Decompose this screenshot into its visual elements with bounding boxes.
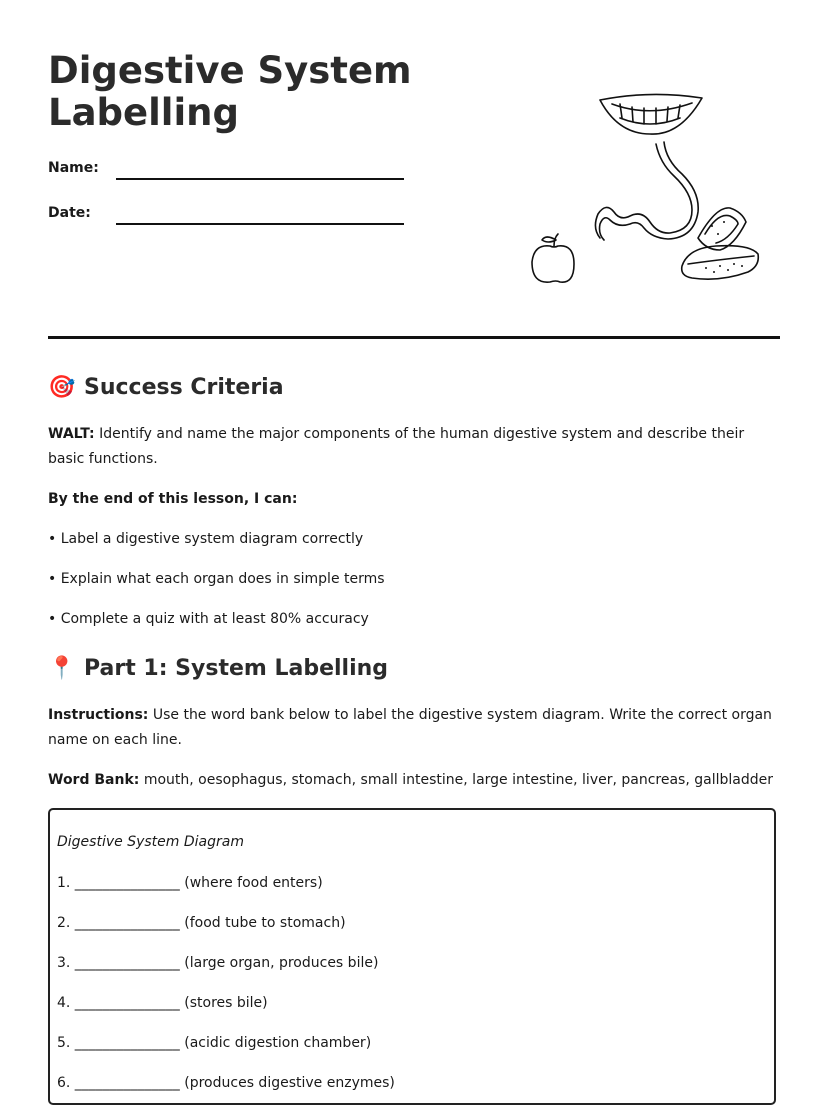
criteria-item: • Explain what each organ does in simple terms [48,571,385,587]
part1-heading [48,656,388,681]
name-field [48,160,99,176]
criteria-item: • Complete a quiz with at least 80% accuracy [48,611,369,627]
name-line[interactable] [116,178,404,180]
success-criteria-heading [48,375,284,400]
label-item[interactable]: 4. _______________ (stores bile) [57,995,268,1011]
label-item[interactable]: 3. _______________ (large organ, produces bile) [57,955,379,971]
walt-paragraph [48,422,778,472]
diagram-box [48,808,776,1105]
instructions-text: Use the word bank below to label the digestive system diagram. Write the correct organ name on each line. [48,707,772,748]
label-item[interactable]: 5. _______________ (acidic digestion chamber) [57,1035,372,1051]
walt-text: Identify and name the major components of the human digestive system and describe their basic functions. [48,426,745,467]
criteria-item: • Label a digestive system diagram correctly [48,531,364,547]
label-item[interactable]: 1. _______________ (where food enters) [57,875,323,891]
instructions-label: Instructions: [48,707,149,723]
label-item[interactable]: 2. _______________ (food tube to stomach) [57,915,346,931]
walt-label: WALT: [48,426,95,442]
word-bank-text: mouth, oesophagus, stomach, small intestine, large intestine, liver, pancreas, gallbladder [143,772,773,788]
word-bank [48,768,778,793]
toast-drawing [698,208,746,250]
mouth-drawing [600,94,702,134]
apple-drawing [532,246,574,282]
date-label: Date: [48,205,91,221]
diagram-caption: Digestive System Diagram [57,834,244,850]
section-divider [48,336,780,339]
word-bank-label: Word Bank: [48,772,140,788]
name-label: Name: [48,160,99,176]
date-field [48,205,91,221]
label-item[interactable]: 6. _______________ (produces digestive enzymes) [57,1075,395,1091]
page-title: Digestive System Labelling [48,49,412,134]
digestion-illustration [520,88,770,288]
success-heading-text: Success Criteria [84,375,284,400]
pin-icon: 📍 [48,656,76,681]
date-line[interactable] [116,223,404,225]
oesophagus-drawing [595,144,692,238]
by-end-label: By the end of this lesson, I can: [48,491,298,507]
target-icon: 🎯 [48,375,76,400]
part1-heading-text: Part 1: System Labelling [84,656,389,681]
instructions-paragraph [48,703,778,753]
